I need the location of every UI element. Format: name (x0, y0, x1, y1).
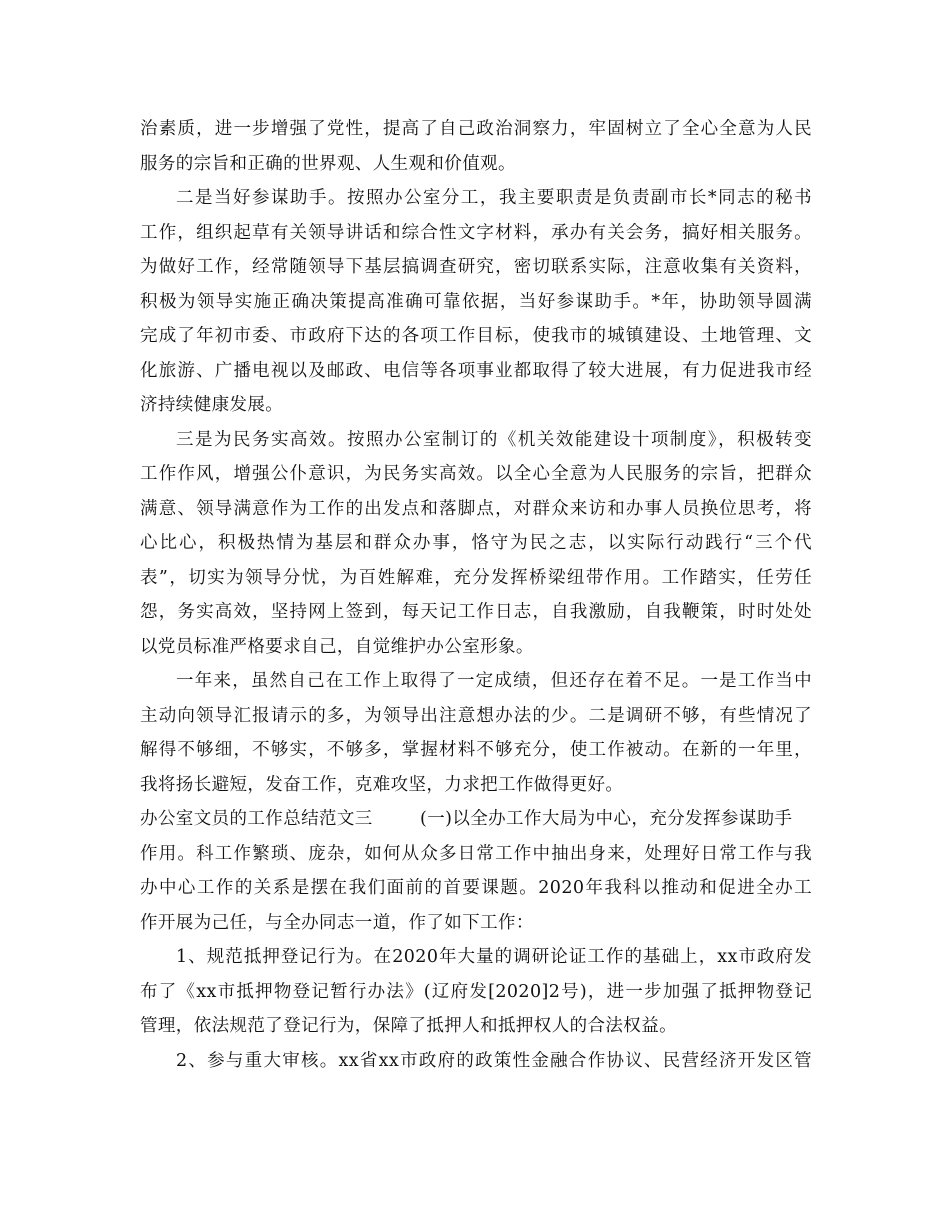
document-body (140, 112, 812, 1078)
text-line: 布了《xx市抵押物登记暂行办法》(辽府发[2020]2号)，进一步加强了抵押物登记 (140, 981, 812, 1002)
text-line: 作开展为己任，与全办同志一道，作了如下工作： (140, 912, 534, 933)
text-line: 1、规范抵押登记行为。在2020年大量的调研论证工作的基础上，xx市政府发 (176, 947, 812, 967)
text-line: 工作，组织起草有关领导讲话和综合性文字材料，承办有关会务，搞好相关服务。 (140, 222, 812, 243)
text-line: 济持续健康发展。 (140, 395, 284, 415)
text-line: 办中心工作的关系是摆在我们面前的首要课题。2020年我科以推动和促进全办工 (140, 878, 812, 898)
text-line: (一)以全办工作大局为中心，充分发挥参谋助手 (420, 809, 793, 829)
text-line: 主动向领导汇报请示的多，为领导出注意想办法的少。二是调研不够，有些情况了 (140, 705, 812, 726)
text-line: 工作作风，增强公仆意识，为民务实高效。以全心全意为人民服务的宗旨，把群众 (140, 464, 812, 484)
text-line: 解得不够细，不够实，不够多，掌握材料不够充分，使工作被动。在新的一年里， (140, 740, 812, 760)
text-line: 管理，依法规范了登记行为，保障了抵押人和抵押权人的合法权益。 (140, 1016, 677, 1036)
text-line: 治素质，进一步增强了党性，提高了自己政治洞察力，牢固树立了全心全意为人民 (140, 119, 812, 139)
text-line: 怨，务实高效，坚持网上签到，每天记工作日志，自我激励，自我鞭策，时时处处 (140, 602, 812, 622)
section-heading-line (140, 802, 812, 837)
text-line: 完成了年初市委、市政府下达的各项工作目标，使我市的城镇建设、土地管理、文 (140, 326, 812, 346)
text-line: 我将扬长避短，发奋工作，克难攻坚，力求把工作做得更好。 (140, 774, 624, 795)
text-line: 满意、领导满意作为工作的出发点和落脚点，对群众来访和办事人员换位思考，将 (140, 498, 812, 519)
text-line: 积极为领导实施正确决策提高准确可靠依据，当好参谋助手。*年，协助领导圆满 (140, 291, 812, 312)
text-line: 2、参与重大审核。xx省xx市政府的政策性金融合作协议、民营经济开发区管 (176, 1050, 812, 1071)
text-line: 表”，切实为领导分忧，为百姓解难，充分发挥桥梁纽带作用。工作踏实，任劳任 (140, 567, 812, 588)
section-title: 办公室文员的工作总结范文三 (140, 809, 373, 829)
text-line: 二是当好参谋助手。按照办公室分工，我主要职责是负责副市长*同志的秘书 (176, 188, 812, 208)
text-line: 心比心，积极热情为基层和群众办事，恪守为民之志，以实际行动践行“三个代 (140, 533, 812, 553)
text-line: 一年来，虽然自己在工作上取得了一定成绩，但还存在着不足。一是工作当中 (176, 671, 812, 691)
text-line: 为做好工作，经常随领导下基层搞调查研究，密切联系实际，注意收集有关资料， (140, 257, 812, 277)
text-line: 作用。科工作繁琐、庞杂，如何从众多日常工作中抽出身来，处理好日常工作与我 (140, 843, 812, 864)
text-line: 化旅游、广播电视以及邮政、电信等各项事业都取得了较大进展，有力促进我市经 (140, 360, 812, 381)
text-line: 三是为民务实高效。按照办公室制订的《机关效能建设十项制度》，积极转变 (176, 429, 812, 450)
text-line: 以党员标准严格要求自己，自觉维护办公室形象。 (140, 636, 534, 657)
text-line: 服务的宗旨和正确的世界观、人生观和价值观。 (140, 153, 516, 174)
